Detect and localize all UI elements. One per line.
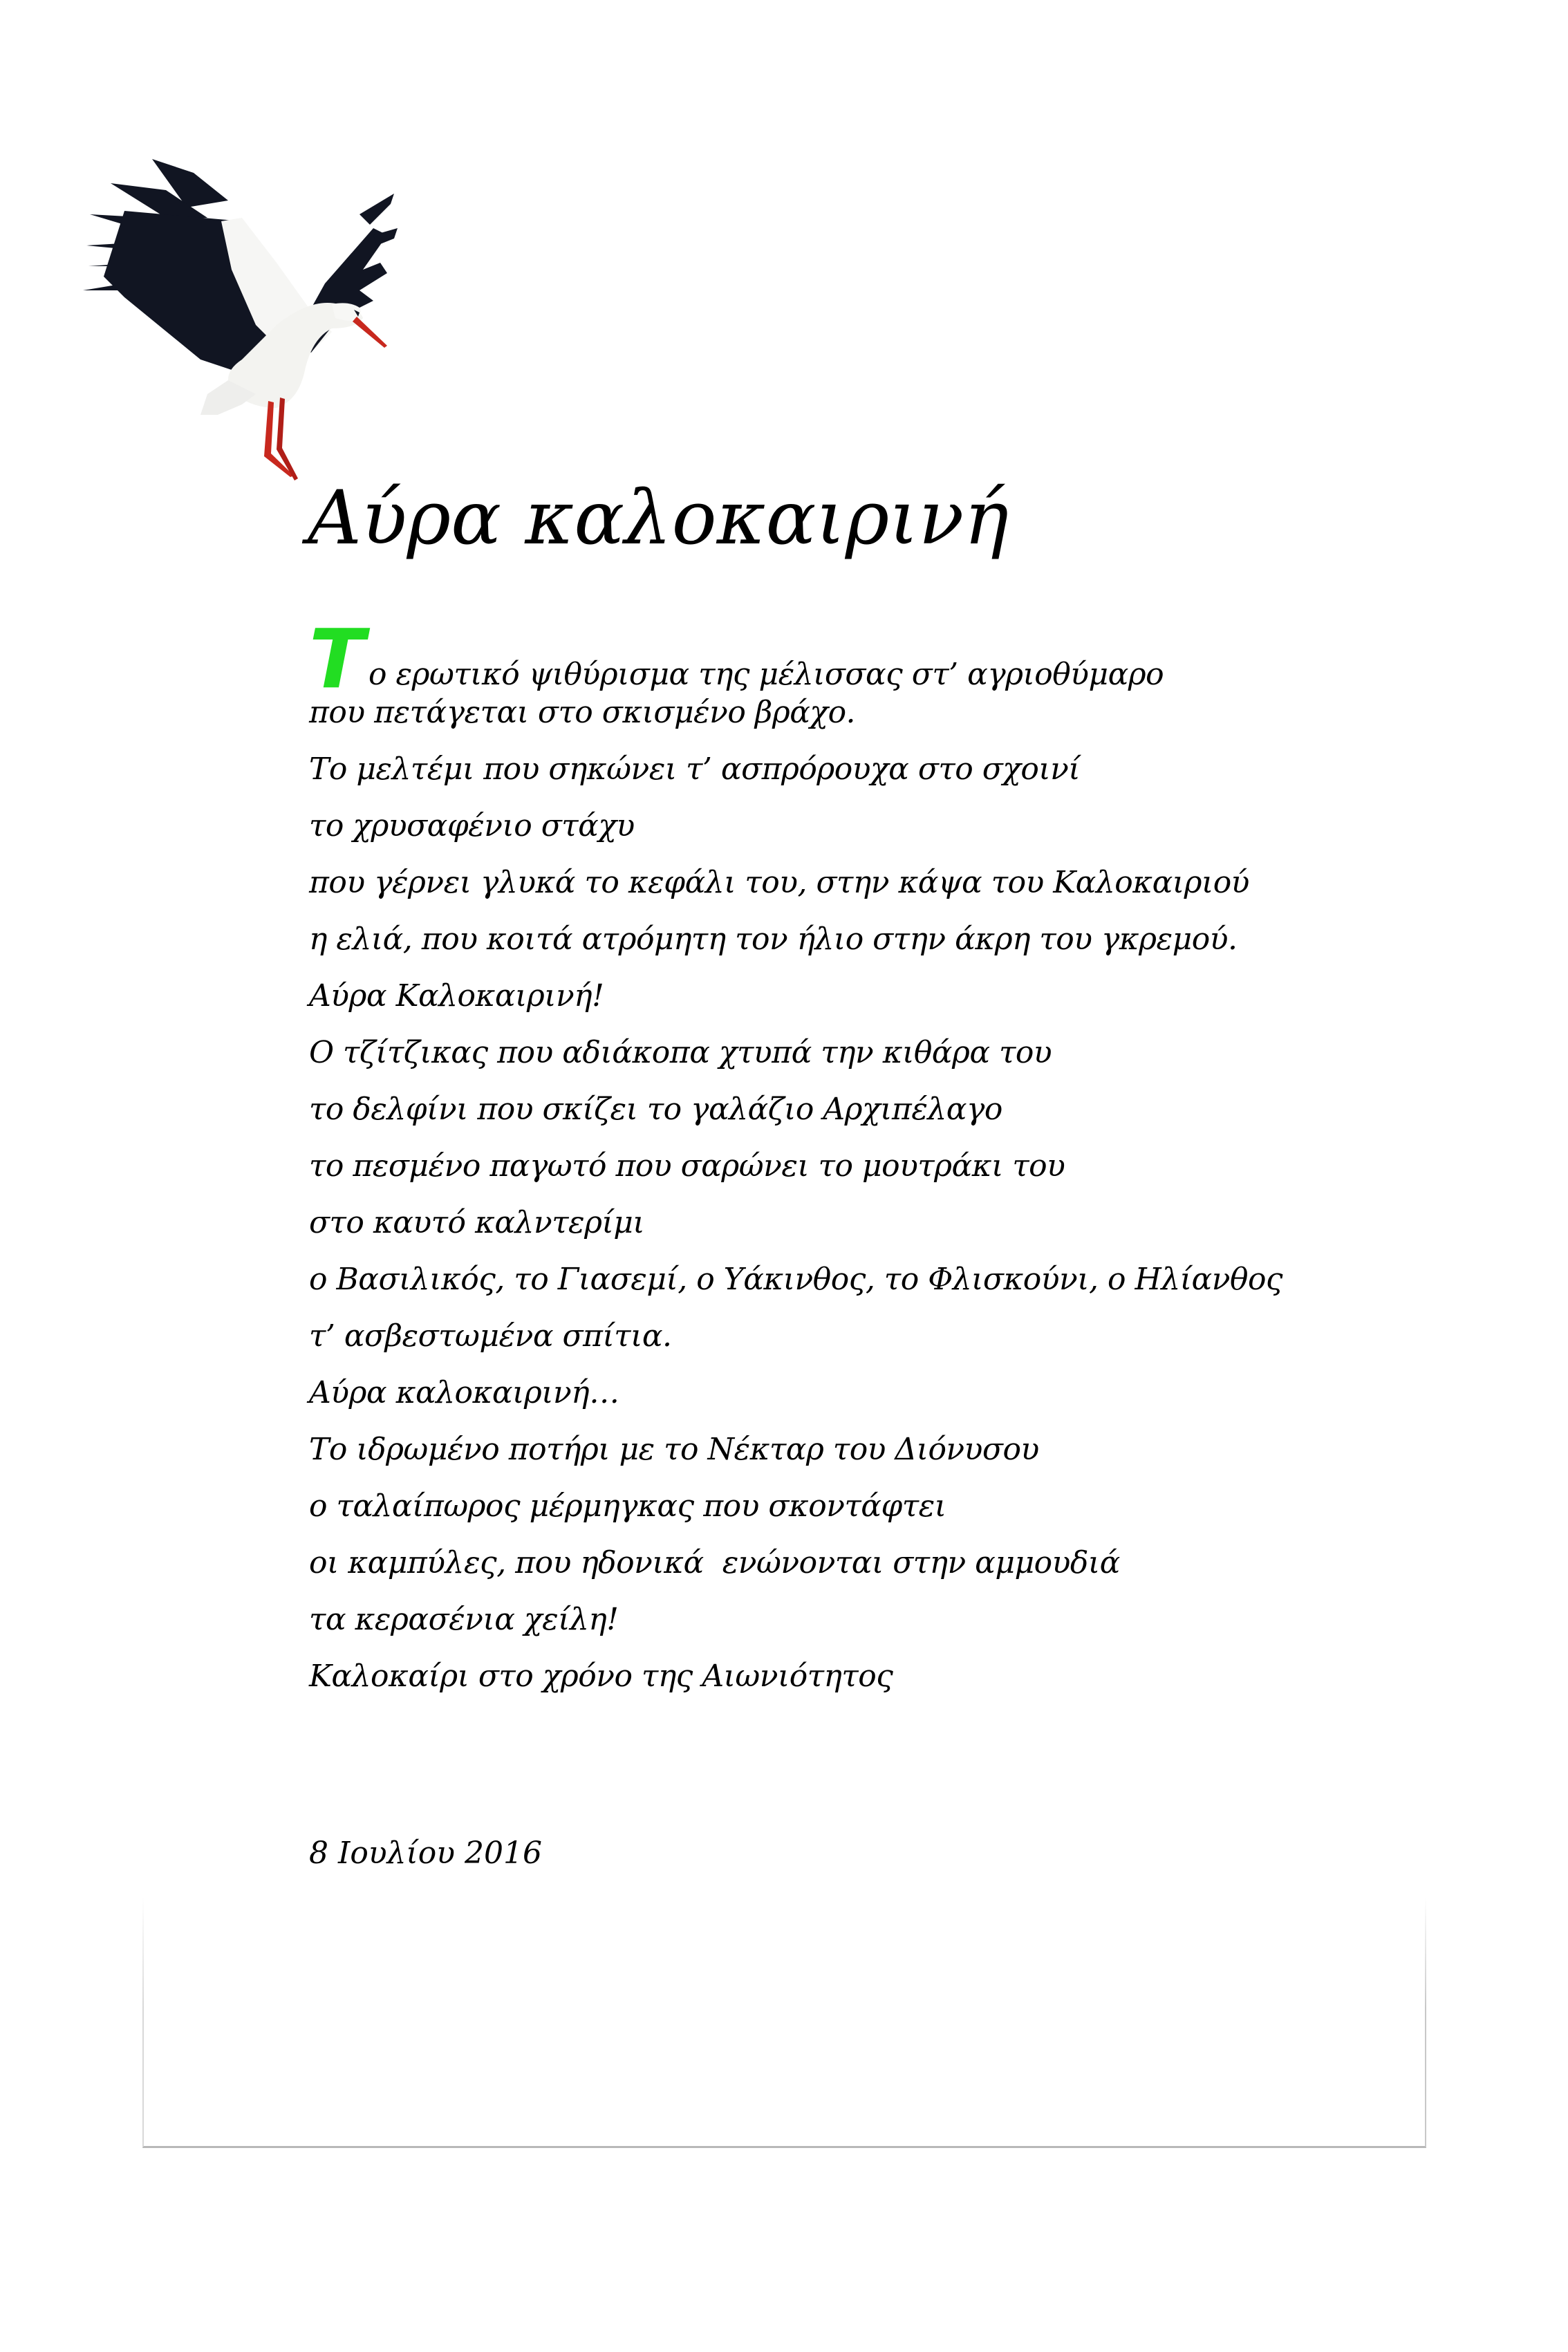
poem-line: που πετάγεται στο σκισμένο βράχο. [309,695,856,730]
poem-line [309,611,1484,707]
poem-line: ο Βασιλικός, το Γιασεμί, ο Υάκινθος, το Φλισκούνι, ο Ηλίανθος [309,1262,1283,1297]
poem-line: το πεσμένο παγωτό που σαρώνει το μουτράκι του [309,1148,1065,1184]
drop-cap: Τ [309,611,364,707]
empty-frame-box [142,1898,1426,2148]
poem-title: Αύρα καλοκαιρινή [308,475,1009,561]
poem-line: οι καμπύλες, που ηδονικά ενώνονται στην αμμουδιά [309,1545,1120,1580]
poem-date: 8 Ιουλίου 2016 [309,1836,542,1871]
poem-line: Αύρα καλοκαιρινή… [309,1375,619,1410]
poem-line: που γέρνει γλυκά το κεφάλι του, στην κάψα του Καλοκαιριού [309,865,1249,900]
poem-line: τα κερασένια χείλη! [309,1602,619,1637]
poem-line: Καλοκαίρι στο χρόνο της Αιωνιότητος [309,1659,893,1694]
poem-line: η ελιά, που κοιτά ατρόμητη τον ήλιο στην άκρη του γκρεμού. [309,922,1238,957]
poem-line: ο ταλαίπωρος μέρμηγκας που σκοντάφτει [309,1488,946,1524]
poem-line-text: ο ερωτικό ψιθύρισμα της μέλισσας στ’ αγριοθύμαρο [368,657,1164,692]
poem-line: στο καυτό καλντερίμι [309,1205,645,1240]
poem-line: Το ιδρωμένο ποτήρι με το Νέκταρ του Διόνυσου [309,1432,1039,1467]
poem-body [309,611,1484,1705]
poem-line: το χρυσαφένιο στάχυ [309,808,635,843]
poem-line: Το μελτέμι που σηκώνει τ’ ασπρόρουχα στο σχοινί [309,752,1081,787]
poem-line: Ο τζίτζικας που αδιάκοπα χτυπά την κιθάρα του [309,1035,1052,1070]
frame-fade [1425,1898,1427,2008]
stork-illustration-icon [83,152,401,484]
frame-fade [142,1898,144,2008]
poem-line: το δελφίνι που σκίζει το γαλάζιο Αρχιπέλαγο [309,1092,1002,1127]
poem-line: τ’ ασβεστωμένα σπίτια. [309,1318,672,1354]
poem-line: Αύρα Καλοκαιρινή! [309,978,604,1014]
